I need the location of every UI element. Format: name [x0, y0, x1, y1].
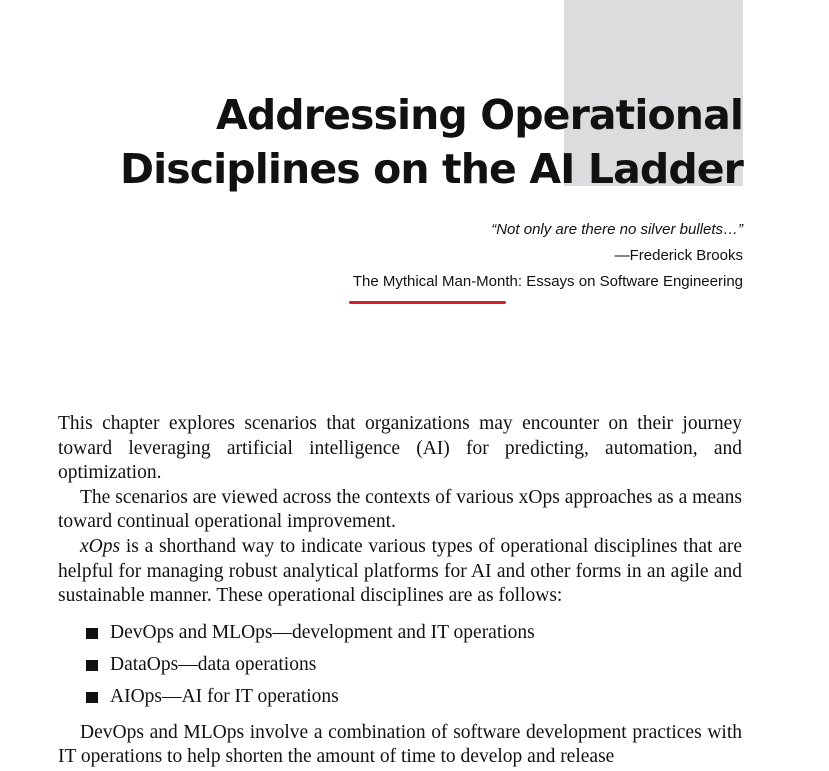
- body-paragraph-3-text: is a shorthand way to indicate various types of operational disciplines that are helpful for managing robust analytical platforms for AI and other forms in an agile and sustainable manner. These operational disciplines are as follows:: [58, 535, 742, 607]
- body-paragraph-3: [58, 535, 742, 609]
- body-paragraph-2: The scenarios are viewed across the contexts of various xOps approaches as a means toward continual operational improvement.: [58, 486, 742, 533]
- list-item: [86, 681, 742, 713]
- epigraph-source-prefix: The: [352, 273, 383, 290]
- operational-disciplines-list: [58, 617, 742, 713]
- list-item-text: AIOps—AI for IT operations: [110, 685, 339, 707]
- red-underline-annotation: [349, 301, 506, 304]
- epigraph-source-title: Mythical Man-Month: [382, 273, 518, 290]
- chapter-title-line-2: Disciplines on the AI Ladder: [119, 145, 743, 193]
- epigraph-source-suffix: : Essays on Software Engineering: [517, 273, 743, 290]
- epigraph: [143, 217, 743, 295]
- square-bullet-icon: [86, 660, 98, 671]
- chapter-title: [103, 88, 743, 196]
- epigraph-quote: “Not only are there no silver bullets…”: [491, 221, 743, 238]
- square-bullet-icon: [86, 692, 98, 703]
- chapter-title-line-1: Addressing Operational: [216, 91, 743, 139]
- list-item-text: DevOps and MLOps—development and IT operations: [110, 621, 535, 643]
- list-item: [86, 617, 742, 649]
- list-item: [86, 649, 742, 681]
- square-bullet-icon: [86, 628, 98, 639]
- body-paragraph-4: DevOps and MLOps involve a combination of software development practices with IT operations to help shorten the amount of time to develop and release: [58, 721, 742, 768]
- epigraph-source: [143, 269, 743, 295]
- body-paragraph-1: This chapter explores scenarios that organizations may encounter on their journey toward leveraging artificial intelligence (AI) for predicting, automation, and optimization.: [58, 413, 742, 484]
- epigraph-attribution: —Frederick Brooks: [614, 247, 743, 264]
- list-item-text: DataOps—data operations: [110, 653, 317, 675]
- chapter-body: [58, 412, 742, 770]
- xops-term: xOps: [80, 535, 121, 557]
